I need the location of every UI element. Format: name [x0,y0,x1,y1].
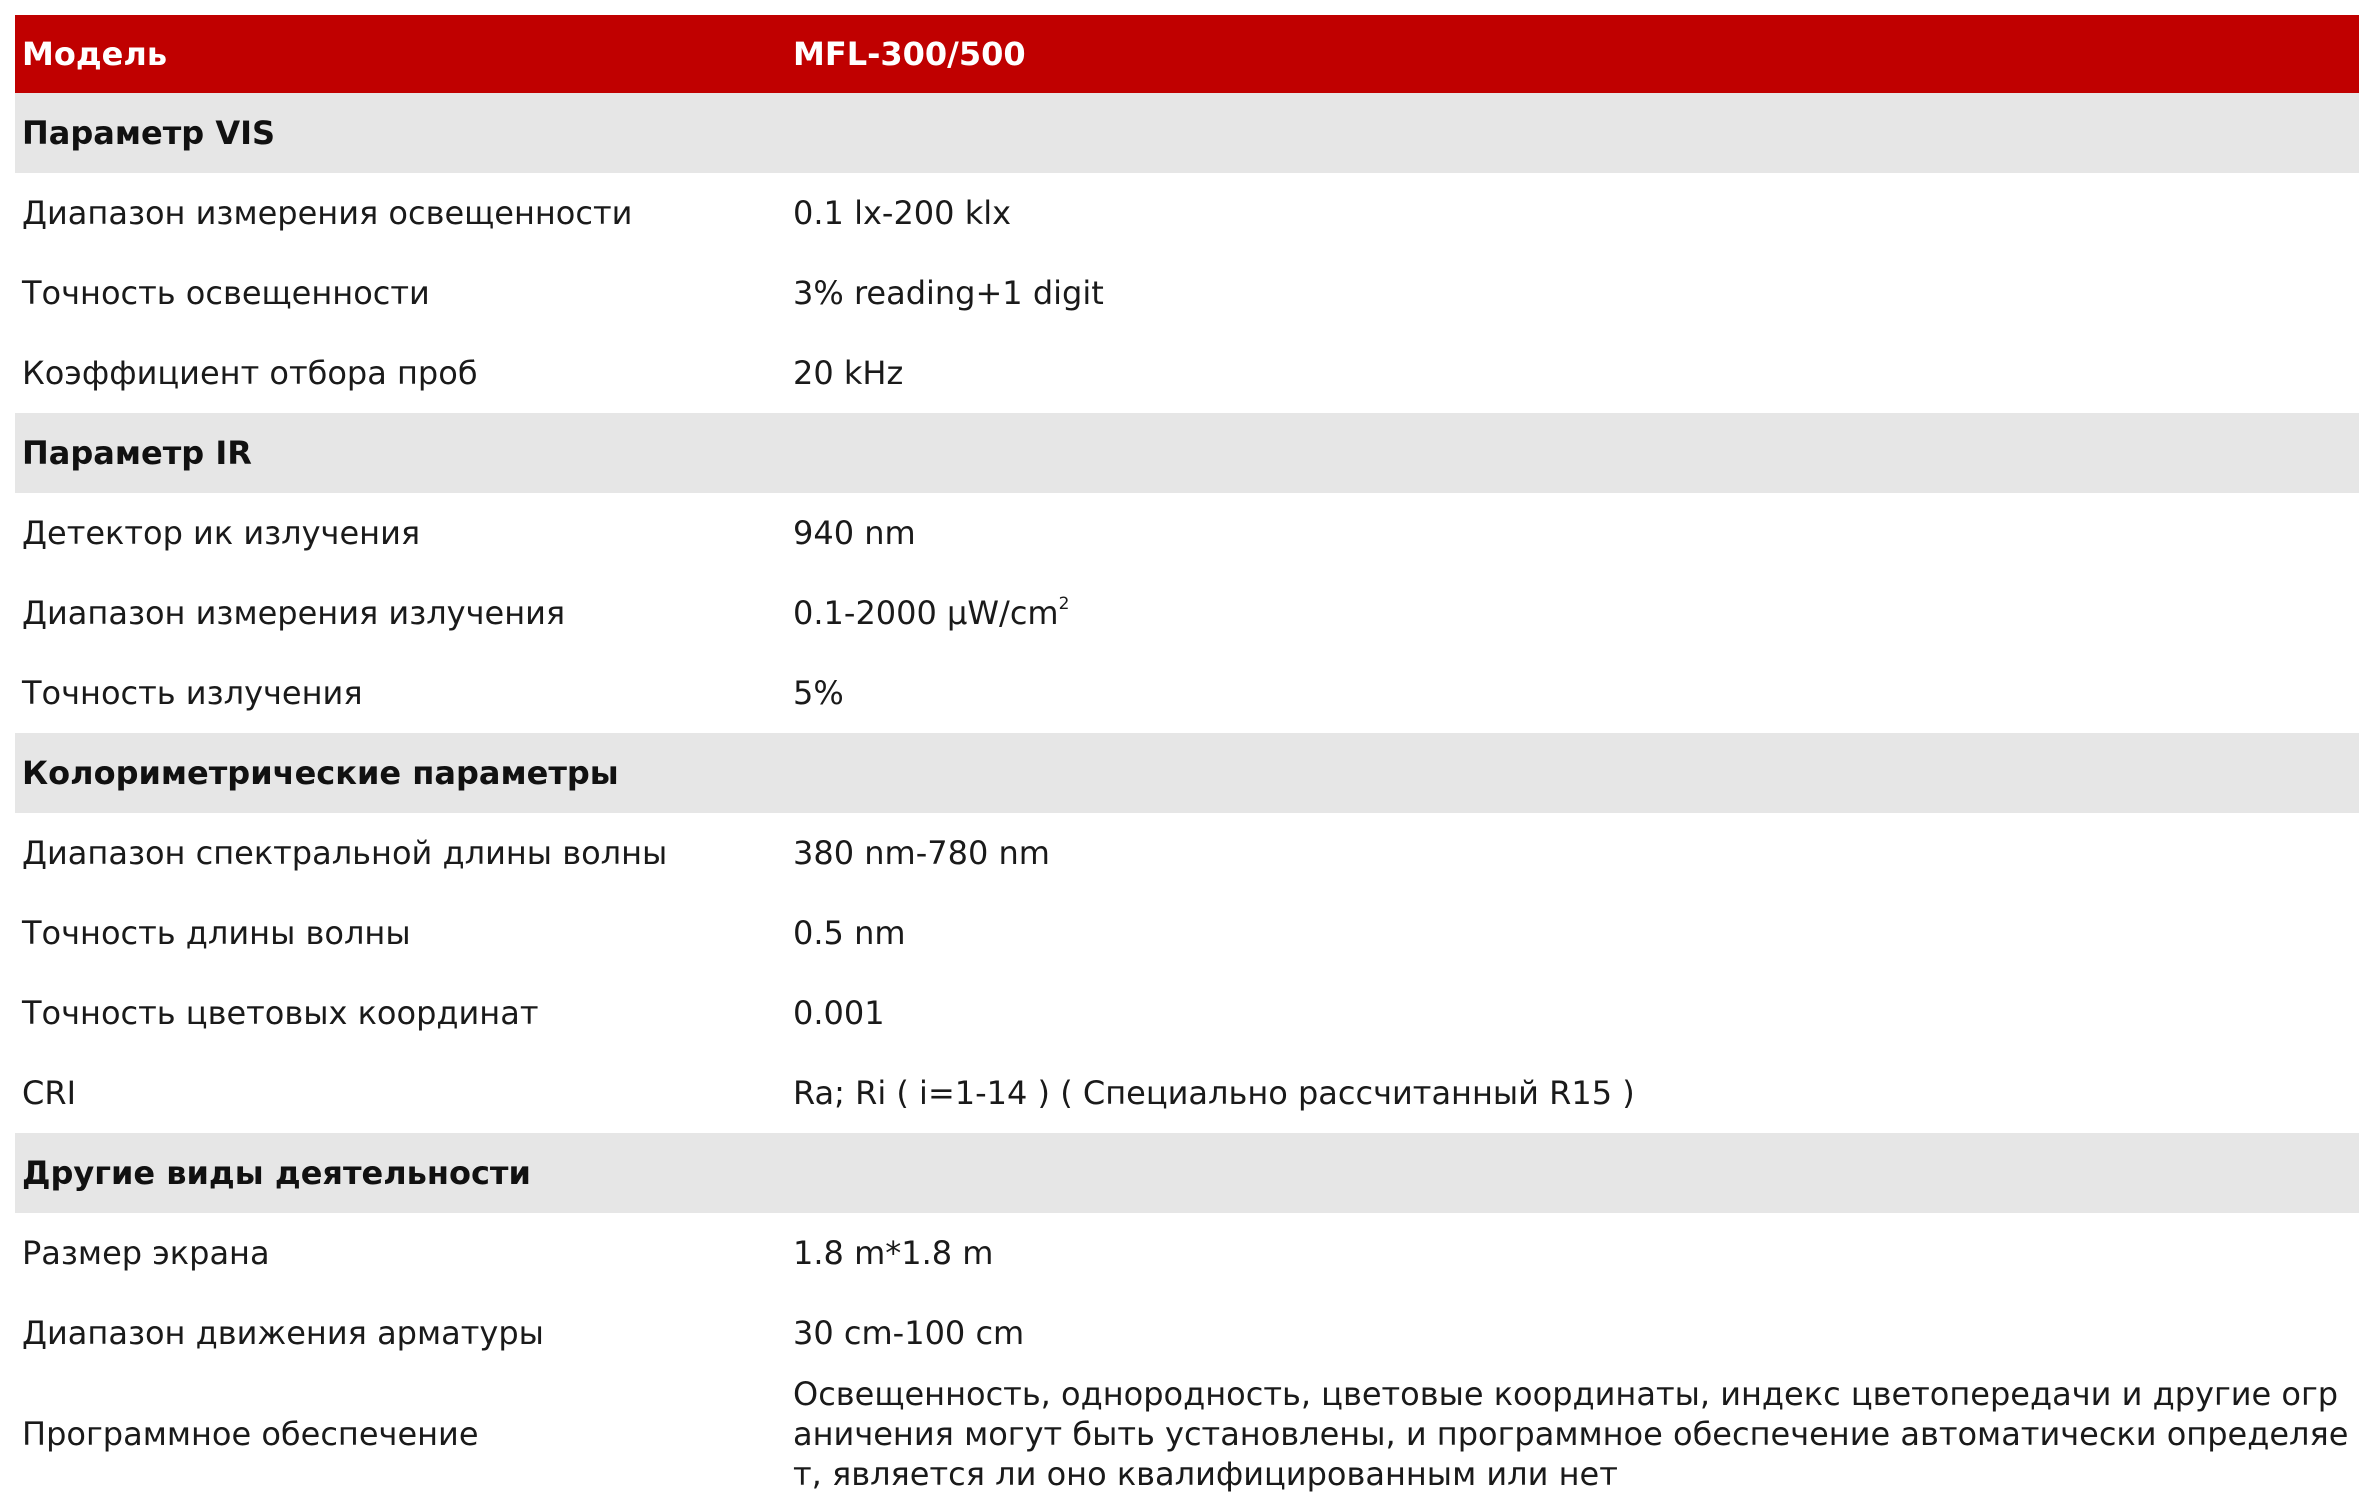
section-title: Другие виды деятельности [22,1154,531,1192]
param-value [786,653,2359,733]
section-empty-cell [786,93,2359,173]
section-title: Параметр IR [22,434,252,472]
param-value [786,333,2359,413]
table-row [15,1053,2359,1133]
param-label: Диапазон измерения излучения [22,594,566,632]
section-empty-cell [786,1133,2359,1213]
section-title: Колориметрические параметры [22,754,619,792]
header-value: MFL-300/500 [793,35,1026,73]
param-label: Коэффициент отбора проб [22,354,478,392]
param-label: CRI [22,1074,77,1112]
param-value-text: 380 nm-780 nm [793,834,1050,872]
spec-table [15,15,2359,1495]
param-label: Точность длины волны [22,914,411,952]
param-value-text: 0.001 [793,994,885,1032]
param-label: Точность излучения [22,674,363,712]
param-label: Программное обеспечение [22,1415,479,1453]
param-value [786,173,2359,253]
table-row [15,893,2359,973]
param-value [786,1373,2359,1495]
param-value-text: Ra; Ri ( i=1-14 ) ( Специально рассчитанный R15 ) [793,1074,1635,1112]
section-empty-cell [786,733,2359,813]
param-label: Точность цветовых координат [22,994,539,1032]
table-row [15,253,2359,333]
param-value-text: 0.1 lx-200 klx [793,194,1012,232]
table-row [15,973,2359,1053]
param-value [786,973,2359,1053]
param-value [786,893,2359,973]
unit-superscript: 2 [1058,594,1070,615]
table-row [15,813,2359,893]
param-value [786,573,2359,653]
table-row [15,573,2359,653]
param-value-text: 0.5 nm [793,914,906,952]
param-label: Диапазон движения арматуры [22,1314,544,1352]
section-row [15,733,2359,813]
param-label: Диапазон спектральной длины волны [22,834,668,872]
param-value [786,253,2359,333]
section-empty-cell [786,413,2359,493]
param-label: Точность освещенности [22,274,430,312]
table-header-row [15,15,2359,93]
section-row [15,93,2359,173]
table-row [15,653,2359,733]
param-value [786,1293,2359,1373]
param-label: Детектор ик излучения [22,514,421,552]
param-value-text: 0.1-2000 μW/cm [793,594,1059,632]
section-row [15,1133,2359,1213]
spec-table-body [15,15,2359,1495]
param-value [786,1213,2359,1293]
section-row [15,413,2359,493]
param-value [786,493,2359,573]
param-value [786,1053,2359,1133]
param-value-text: 940 nm [793,514,916,552]
section-title: Параметр VIS [22,114,276,152]
table-row [15,1373,2359,1495]
param-value-text: 1.8 m*1.8 m [793,1234,994,1272]
table-row [15,493,2359,573]
param-value-text: 20 kHz [793,354,904,392]
table-row [15,1213,2359,1293]
header-label: Модель [22,35,168,73]
param-value-text: Освещенность, однородность, цветовые координаты, индекс цветопередачи и другие ограничения могут быть установлены, и программное обеспечение автоматически определяет, является ли оно квалифицированным или нет [793,1375,2349,1493]
param-value-text: 30 cm-100 cm [793,1314,1025,1352]
table-row [15,173,2359,253]
param-value-text: 5% [793,674,844,712]
param-label: Диапазон измерения освещенности [22,194,633,232]
param-label: Размер экрана [22,1234,270,1272]
param-value [786,813,2359,893]
table-row [15,333,2359,413]
table-row [15,1293,2359,1373]
param-value-text: 3% reading+1 digit [793,274,1104,312]
